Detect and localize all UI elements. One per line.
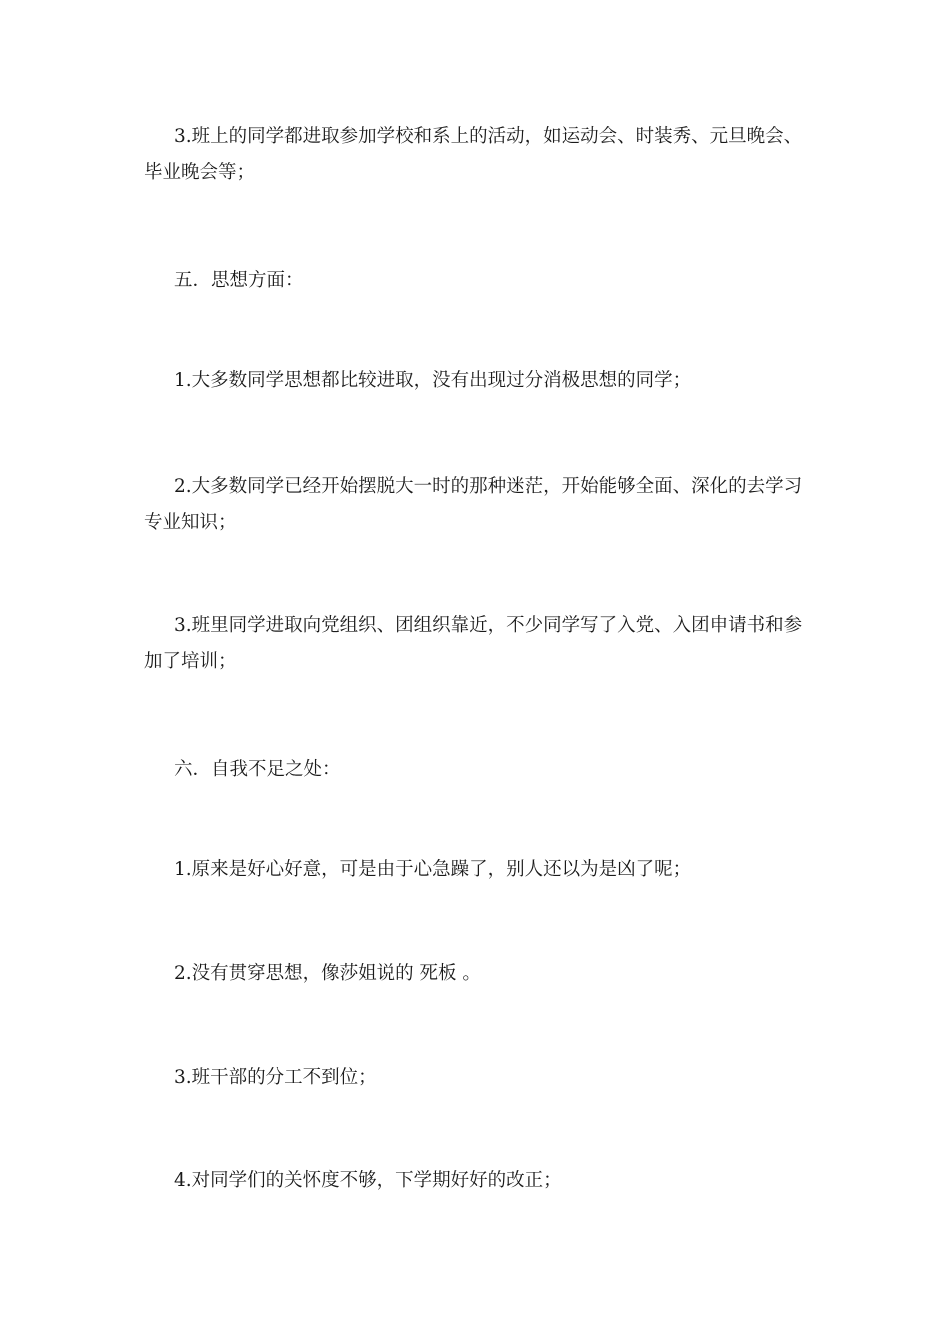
paragraph-shortcoming-4: 4.对同学们的关怀度不够，下学期好好的改正； (174, 1170, 562, 1191)
paragraph-shortcoming-2: 2.没有贯穿思想，像莎姐说的 死板 。 (174, 963, 481, 984)
paragraph-thought-3: 3.班里同学进取向党组织、团组织靠近，不少同学写了入党、入团申请书和参加了培训； (144, 615, 803, 672)
paragraph-shortcoming-1: 1.原来是好心好意，可是由于心急躁了，别人还以为是凶了呢； (174, 859, 692, 880)
section-heading-shortcomings: 六．自我不足之处： (174, 759, 341, 780)
paragraph-thought-2: 2.大多数同学已经开始摆脱大一时的那种迷茫，开始能够全面、深化的去学习专业知识； (144, 476, 803, 533)
paragraph-activities: 3.班上的同学都进取参加学校和系上的活动，如运动会、时装秀、元旦晚会、毕业晚会等； (144, 126, 803, 183)
paragraph-shortcoming-3: 3.班干部的分工不到位； (174, 1067, 377, 1088)
section-heading-thought: 五．思想方面： (174, 270, 304, 291)
paragraph-thought-1: 1.大多数同学思想都比较进取，没有出现过分消极思想的同学； (174, 370, 692, 391)
